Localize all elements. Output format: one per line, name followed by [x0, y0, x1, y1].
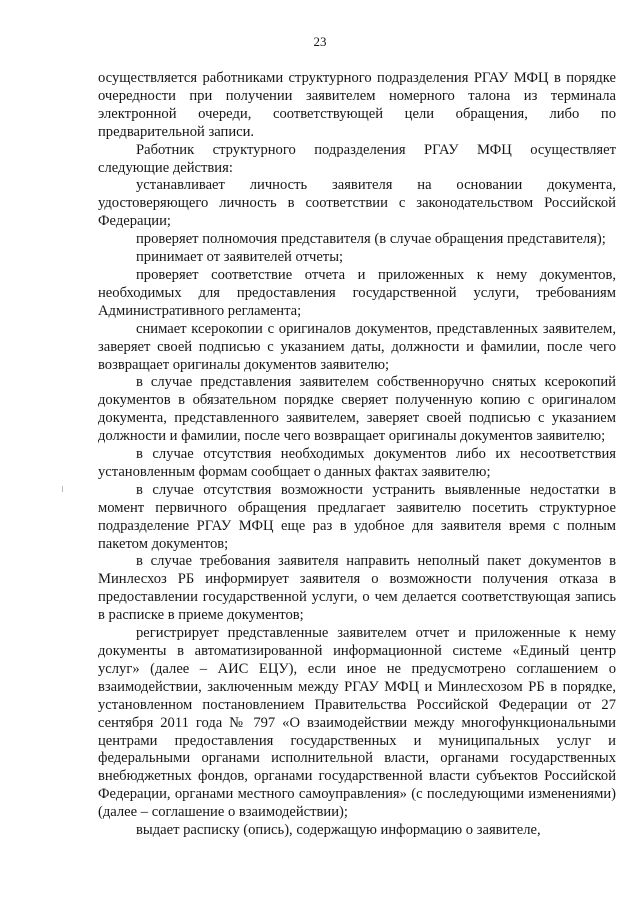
margin-mark [62, 486, 63, 492]
paragraph: регистрирует представленные заявителем отчет и приложенные к нему документы в автоматизированной информационной системе «Единый центр услуг» (далее – АИС ЕЦУ), если иное не предусмотрено соглашением о взаимодействии, заключенным между РГАУ МФЦ и Минлесхозом РБ в порядке, установленном постановлением Правительства Российской Федерации от 27 сентября 2011 года № 797 «О взаимодействии между многофункциональными центрами предоставления государственных и муниципальных услуг и федеральными органами исполнительной власти, органами государственных внебюджетных фондов, органами государственной власти субъектов Российской Федерации, органами местного самоуправления» (с последующими изменениями) (далее – соглашение о взаимодействии); [98, 625, 616, 821]
paragraph: снимает ксерокопии с оригиналов документов, представленных заявителем, заверяет своей подписью с указанием даты, должности и фамилии, после чего возвращает оригиналы документов заявителю; [98, 320, 616, 373]
paragraph: принимает от заявителей отчеты; [136, 249, 344, 266]
paragraph: выдает расписку (опись), содержащую информацию о заявителе, [136, 822, 541, 839]
document-body [98, 70, 616, 840]
paragraph: в случае требования заявителя направить неполный пакет документов в Минлесхоз РБ информирует заявителя о возможности получения отказа в предоставлении государственной услуги, о чем делается соответствующая запись в расписке в приеме документов; [98, 553, 616, 624]
paragraph: Работник структурного подразделения РГАУ МФЦ осуществляет следующие действия: [98, 141, 616, 176]
paragraph: осуществляется работниками структурного подразделения РГАУ МФЦ в порядке очередности при получении заявителем номерного талона из терминала электронной очереди, соответствующей цели обращения, либо по предварительной записи. [98, 70, 616, 140]
paragraph: в случае отсутствия необходимых документов либо их несоответствия установленным формам сообщает о данных фактах заявителю; [98, 446, 616, 480]
paragraph: устанавливает личность заявителя на основании документа, удостоверяющего личность в соответствии с законодательством Российской Федерации; [98, 177, 616, 230]
paragraph: в случае представления заявителем собственноручно снятых ксерокопий документов в обязательном порядке сверяет полученную копию с оригиналом документа, представленного заявителем, заверяет своей подписью с указанием должности и фамилии, после чего возвращает оригиналы документов заявителю; [98, 374, 616, 445]
page-number: 23 [313, 34, 327, 49]
paragraph: проверяет полномочия представителя (в случае обращения представителя); [136, 231, 606, 248]
paragraph: в случае отсутствия возможности устранить выявленные недостатки в момент первичного обращения предлагает заявителю посетить структурное подразделение РГАУ МФЦ еще раз в удобное для заявителя время с полным пакетом документов; [98, 481, 616, 552]
paragraph: проверяет соответствие отчета и приложенных к нему документов, необходимых для предоставления государственной услуги, требованиям Административного регламента; [98, 266, 616, 319]
